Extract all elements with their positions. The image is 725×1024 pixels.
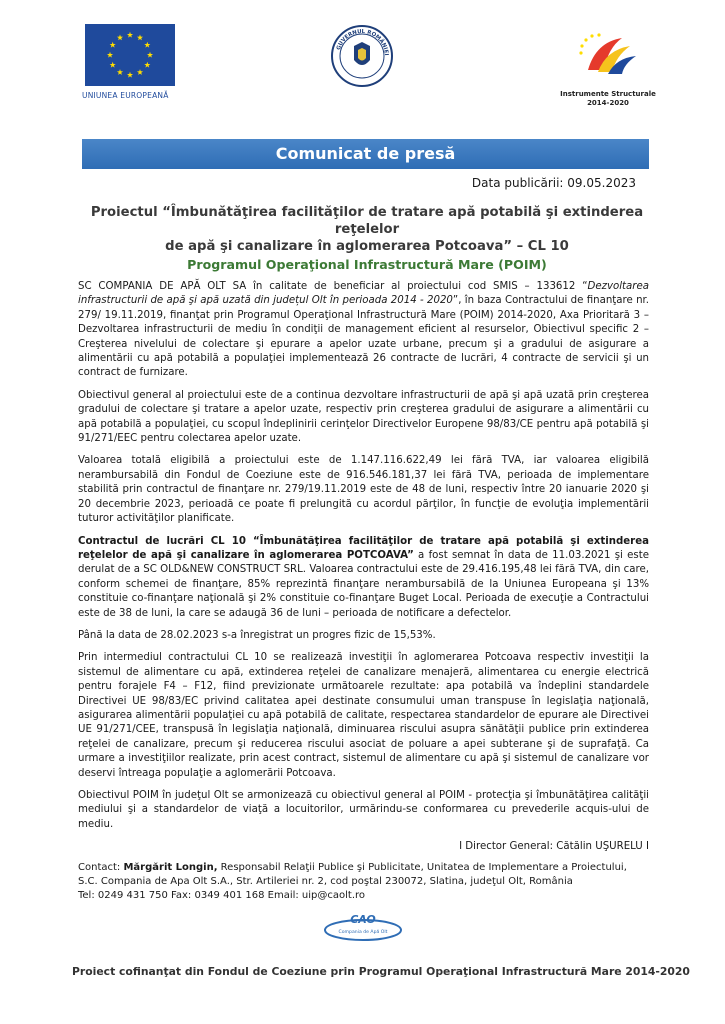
eu-star-icon bbox=[110, 42, 116, 48]
paragraph-beneficiary bbox=[78, 280, 649, 381]
footer-cofinancing: Proiect cofinanţat din Fondul de Coeziune prin Programul Operaţional Infrastructură Mare 2014-2020 bbox=[72, 965, 690, 978]
eu-star-icon bbox=[127, 72, 133, 78]
paragraph-poim-objective: Obiectivul POIM în judeţul Olt se armonizează cu obiectivul general al POIM - protecţia şi îmbunătăţirea calităţii mediului şi a standardelor de viaţă a locuitorilor, urmărindu-se conformarea cu prevederile acquis-ului de mediu. bbox=[78, 790, 649, 830]
p1-project-name: Dezvoltarea infrastructurii de apă şi apă uzată din județul Olt în perioada 2014 - 2020 bbox=[78, 281, 649, 307]
is-caption-line1: Instrumente Structurale bbox=[560, 90, 656, 98]
eu-flag-icon bbox=[85, 24, 175, 86]
press-release-banner: Comunicat de presă bbox=[82, 139, 649, 169]
paragraph-objective: Obiectivul general al proiectului este de a continua dezvoltare infrastructurii de apă şi apă uzată prin creşterea gradului de colectare şi tratare a apelor uzate, respectiv prin creşterea gradului de asigurare a alimentării cu apă potabilă a populaţiei, cu scopul îndeplinirii cerinţelor Directivelor Europene 98/83/CE pentru apă potabilă şi 91/271/EEC pentru colectarea apelor uzate. bbox=[78, 389, 649, 445]
cao-letters: CAO bbox=[350, 913, 376, 926]
eu-star-icon bbox=[117, 69, 123, 75]
contact-label: Contact: bbox=[78, 861, 124, 873]
paragraph-investments: Prin intermediul contractului CL 10 se realizează investiţii în aglomerarea Potcoava respectiv investiţii la sistemul de alimentare cu apă, extinderea reţelei de canalizare menajeră, alimentarea cu energie electrică pentru forajele F4 – F12, fiind previzionate următoarele rezultate: apa potabilă va îndeplini standardele Directivei UE 98/83/EC privind calitatea apei destinate consumului uman transpuse în legislaţia naţională, asigurarea alimentării populaţiei cu apă potabilă de calitate, respectarea standardelor de epurare ale Directivei UE 91/271/CEE, transpusă în legislaţia naţională, diminuarea riscului asupra sănătăţii publice prin extinderea reţelei de canalizare, precum şi reducerea riscului asociat de poluare a apei subterane şi de suprafaţă. Ca urmare a investiţiilor realizate, prin acest contract, sistemul de alimentare cu apă şi sistemul de canalizare vor deservi întreaga populaţie a aglomerării Potcoava. bbox=[78, 652, 649, 779]
eu-star-icon bbox=[127, 32, 133, 38]
director-signature: I Director General: Cătălin UŞURELU I bbox=[459, 841, 649, 853]
p1-text-a: SC COMPANIA DE APĂ OLT SA în calitate de beneficiar al proiectului cod SMIS – 133612 “ bbox=[78, 281, 588, 292]
p1-text-b: ”, în baza Contractului de finanţare nr. 279/ 19.11.2019, finanţat prin Programul Operaţional Infrastructură Mare (POIM) 2014-2020, Axa Prioritară 3 – Dezvoltarea infrastructurii de mediu în condiţii de management eficient al resurselor, Obiectivul specific 2 – Creşterea nivelului de colectare şi epurare a apelor uzate urbane, precum şi a gradului de asigurare a alimentării cu apă potabilă a populaţiei implementează 26 contracte de lucrări, 4 contracte de servicii şi un contract de furnizare. bbox=[78, 295, 650, 379]
eu-star-icon bbox=[107, 52, 113, 58]
eu-star-icon bbox=[147, 52, 153, 58]
p4-text: a fost semnat în data de 11.03.2021 şi este derulat de a SC OLD&NEW CONSTRUCT SRL. Valoarea contractului este de 29.416.195,48 lei fără TVA, din care, conform schemei de finanţare, 85% reprezintă finanţare nerambursabilă de la Uniunea Europeana şi 13% constituie co-finanţare naţională şi 2% constituie co-finanţare Buget Local. Perioada de execuţie a Contractului este de 38 de luni, la care se adaugă 36 de luni – perioada de notificare a defectelor. bbox=[78, 549, 649, 619]
eu-star-icon bbox=[137, 34, 143, 40]
eu-star-icon bbox=[144, 42, 150, 48]
contact-details: Responsabil Relaţii Publice şi Publicitate, Unitatea de Implementare a Proiectului, S.C. Compania de Apa Olt S.A., Str. Artileriei nr. 2, cod poştal 230072, Slatina, judeţul Olt, România bbox=[78, 861, 627, 887]
paragraph-progress: Până la data de 28.02.2023 s-a înregistrat un progres fizic de 15,53%. bbox=[78, 629, 436, 641]
eu-star-icon bbox=[110, 62, 116, 68]
project-title-line2: de apă şi canalizare în aglomerarea Potcoava” – CL 10 bbox=[165, 239, 569, 254]
instrumente-structurale-logo bbox=[560, 32, 656, 108]
seal-text: GUVERNUL ROMÂNIEI bbox=[335, 28, 390, 56]
project-title bbox=[72, 204, 662, 255]
eu-star-icon bbox=[144, 62, 150, 68]
eu-star-icon bbox=[117, 34, 123, 40]
program-name: Programul Operaţional Infrastructură Mare (POIM) bbox=[187, 257, 547, 272]
cao-logo bbox=[318, 908, 408, 948]
eu-star-icon bbox=[137, 69, 143, 75]
contact-phones: Tel: 0249 431 750 Fax: 0349 401 168 Email: uip@caolt.ro bbox=[78, 889, 366, 901]
government-seal-logo bbox=[330, 24, 394, 88]
cao-subtext: Compania de Apă Olt bbox=[338, 930, 388, 935]
contact-name: Mărgărit Longin, bbox=[123, 861, 218, 873]
publication-date: Data publicării: 09.05.2023 bbox=[471, 176, 636, 190]
structural-instruments-icon bbox=[578, 32, 638, 84]
paragraph-value: Valoarea totală eligibilă a proiectului este de 1.147.116.622,49 lei fără TVA, iar valoarea eligibilă nerambursabilă din Fondul de Coeziune este de 916.546.181,37 lei fără TVA, perioada de implementare stabilită prin contractul de finanţare nr. 279/19.11.2019 este de 48 de luni, respectiv între 20 ianuarie 2020 şi 20 decembrie 2023, perioadă ce poate fi prelungită cu acordul părţilor, în funcţie de evoluţia implementării tuturor activităţilor planificate. bbox=[78, 455, 649, 525]
project-title-line1: Proiectul “Îmbunătăţirea facilităţilor de tratare apă potabilă şi extinderea reţelelor bbox=[90, 205, 644, 237]
p4-contract-title: Contractul de lucrări CL 10 “Îmbunătăţirea facilităţilor de tratare apă potabilă şi extinderea reţelelor de apă şi canalizare în aglomerarea POTCOAVA” bbox=[78, 535, 649, 561]
contact-info bbox=[78, 861, 649, 903]
is-caption-line2: 2014-2020 bbox=[587, 99, 629, 107]
eu-caption: UNIUNEA EUROPEANĂ bbox=[82, 91, 169, 100]
eu-logo bbox=[82, 24, 178, 100]
press-release-body bbox=[78, 280, 649, 903]
paragraph-contract bbox=[78, 535, 649, 621]
